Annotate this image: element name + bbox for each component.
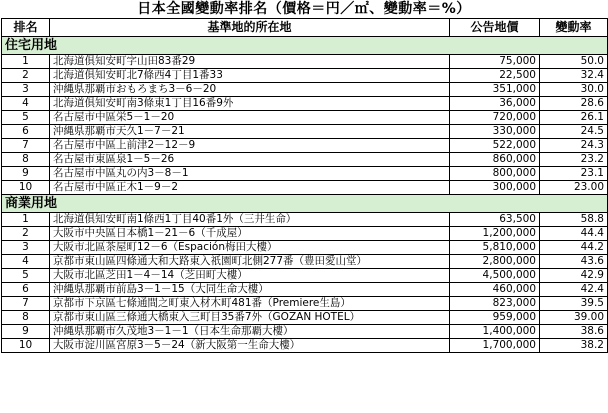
location-cell: 京都市下京區七條通間之町東入材木町481番（Premiere生島） (50, 297, 450, 311)
rank-cell: 2 (2, 227, 50, 241)
price-cell: 300,000 (450, 181, 540, 195)
table-row (2, 269, 608, 283)
location-cell: 沖縄県那覇市おもろまち3－6－20 (50, 83, 450, 97)
ranking-table (1, 18, 608, 353)
rank-cell: 10 (2, 181, 50, 195)
rate-cell: 42.4 (540, 283, 608, 297)
rate-cell: 30.0 (540, 83, 608, 97)
rank-cell: 5 (2, 269, 50, 283)
location-cell: 大阪市北區芝田1－4－14（芝田町大樓） (50, 269, 450, 283)
section-row (2, 37, 608, 55)
header-price: 公告地價 (450, 19, 540, 37)
price-cell: 5,810,000 (450, 241, 540, 255)
rank-cell: 3 (2, 241, 50, 255)
location-cell: 沖縄県那覇市久茂地3－1－1（日本生命那覇大樓） (50, 325, 450, 339)
price-cell: 4,500,000 (450, 269, 540, 283)
rank-cell: 10 (2, 339, 50, 353)
price-cell: 720,000 (450, 111, 540, 125)
rank-cell: 2 (2, 69, 50, 83)
rank-cell: 6 (2, 283, 50, 297)
rank-cell: 7 (2, 297, 50, 311)
table-row (2, 167, 608, 181)
table-row (2, 139, 608, 153)
rank-cell: 3 (2, 83, 50, 97)
table-row (2, 241, 608, 255)
price-cell: 800,000 (450, 167, 540, 181)
location-cell: 北海道俱知安町南1條西1丁目40番1外（三井生命） (50, 213, 450, 227)
table-row (2, 255, 608, 269)
section-row (2, 195, 608, 213)
table-row (2, 83, 608, 97)
location-cell: 京都市東山區四條通大和大路東入祇園町北側277番（豊田愛山堂） (50, 255, 450, 269)
rank-cell: 1 (2, 55, 50, 69)
rank-cell: 9 (2, 325, 50, 339)
price-cell: 330,000 (450, 125, 540, 139)
location-cell: 大阪市中央區日本橋1－21－6（千成屋） (50, 227, 450, 241)
price-cell: 351,000 (450, 83, 540, 97)
section-title: 商業用地 (2, 195, 608, 213)
rate-cell: 38.6 (540, 325, 608, 339)
table-row (2, 55, 608, 69)
rate-cell: 26.1 (540, 111, 608, 125)
rate-cell: 32.4 (540, 69, 608, 83)
table-row (2, 111, 608, 125)
location-cell: 名古屋市中區上前津2－12－9 (50, 139, 450, 153)
rate-cell: 24.3 (540, 139, 608, 153)
location-cell: 京都市東山區三條通大橋東入三町目35番7外（GOZAN HOTEL） (50, 311, 450, 325)
header-location: 基準地的所在地 (50, 19, 450, 37)
table-row (2, 125, 608, 139)
rate-cell: 24.5 (540, 125, 608, 139)
location-cell: 名古屋市中區丸の内3－8－1 (50, 167, 450, 181)
rank-cell: 4 (2, 255, 50, 269)
table-row (2, 311, 608, 325)
table-body (2, 37, 608, 353)
table-row (2, 283, 608, 297)
rank-cell: 9 (2, 167, 50, 181)
location-cell: 北海道俱知安町南3條東1丁目16番9外 (50, 97, 450, 111)
price-cell: 75,000 (450, 55, 540, 69)
rate-cell: 28.6 (540, 97, 608, 111)
price-cell: 1,200,000 (450, 227, 540, 241)
rate-cell: 23.00 (540, 181, 608, 195)
price-cell: 959,000 (450, 311, 540, 325)
price-cell: 460,000 (450, 283, 540, 297)
rank-cell: 8 (2, 311, 50, 325)
table-row (2, 227, 608, 241)
header-row (2, 19, 608, 37)
rate-cell: 23.1 (540, 167, 608, 181)
price-cell: 1,700,000 (450, 339, 540, 353)
rate-cell: 43.6 (540, 255, 608, 269)
location-cell: 沖縄県那覇市天久1－7－21 (50, 125, 450, 139)
price-cell: 522,000 (450, 139, 540, 153)
table-row (2, 181, 608, 195)
price-cell: 22,500 (450, 69, 540, 83)
rank-cell: 6 (2, 125, 50, 139)
rate-cell: 39.00 (540, 311, 608, 325)
location-cell: 名古屋市中區正木1－9－2 (50, 181, 450, 195)
location-cell: 名古屋市東區泉1－5－26 (50, 153, 450, 167)
rate-cell: 23.2 (540, 153, 608, 167)
table-row (2, 153, 608, 167)
price-cell: 823,000 (450, 297, 540, 311)
table-row (2, 325, 608, 339)
rate-cell: 44.4 (540, 227, 608, 241)
table-row (2, 69, 608, 83)
location-cell: 北海道俱知安町北7條西4丁目1番33 (50, 69, 450, 83)
table-row (2, 297, 608, 311)
table-row (2, 339, 608, 353)
rate-cell: 39.5 (540, 297, 608, 311)
rate-cell: 44.2 (540, 241, 608, 255)
location-cell: 沖縄県那覇市前島3－1－15（大同生命大樓） (50, 283, 450, 297)
location-cell: 大阪市淀川區宮原3－5－24（新大阪第一生命大樓） (50, 339, 450, 353)
price-cell: 63,500 (450, 213, 540, 227)
table-row (2, 213, 608, 227)
rank-cell: 8 (2, 153, 50, 167)
price-cell: 1,400,000 (450, 325, 540, 339)
location-cell: 北海道俱知安町字山田83番29 (50, 55, 450, 69)
rate-cell: 58.8 (540, 213, 608, 227)
location-cell: 名古屋市中區栄5－1－20 (50, 111, 450, 125)
rate-cell: 42.9 (540, 269, 608, 283)
price-cell: 36,000 (450, 97, 540, 111)
rank-cell: 5 (2, 111, 50, 125)
rank-cell: 4 (2, 97, 50, 111)
rank-cell: 7 (2, 139, 50, 153)
price-cell: 860,000 (450, 153, 540, 167)
location-cell: 大阪市北區茶屋町12－6（Espación梅田大樓） (50, 241, 450, 255)
rate-cell: 50.0 (540, 55, 608, 69)
section-title: 住宅用地 (2, 37, 608, 55)
header-rate: 變動率 (540, 19, 608, 37)
rank-cell: 1 (2, 213, 50, 227)
rate-cell: 38.2 (540, 339, 608, 353)
page-title: 日本全國變動率排名（價格＝円／㎡、變動率＝%） (137, 1, 471, 17)
header-rank: 排名 (2, 19, 50, 37)
table-row (2, 97, 608, 111)
price-cell: 2,800,000 (450, 255, 540, 269)
